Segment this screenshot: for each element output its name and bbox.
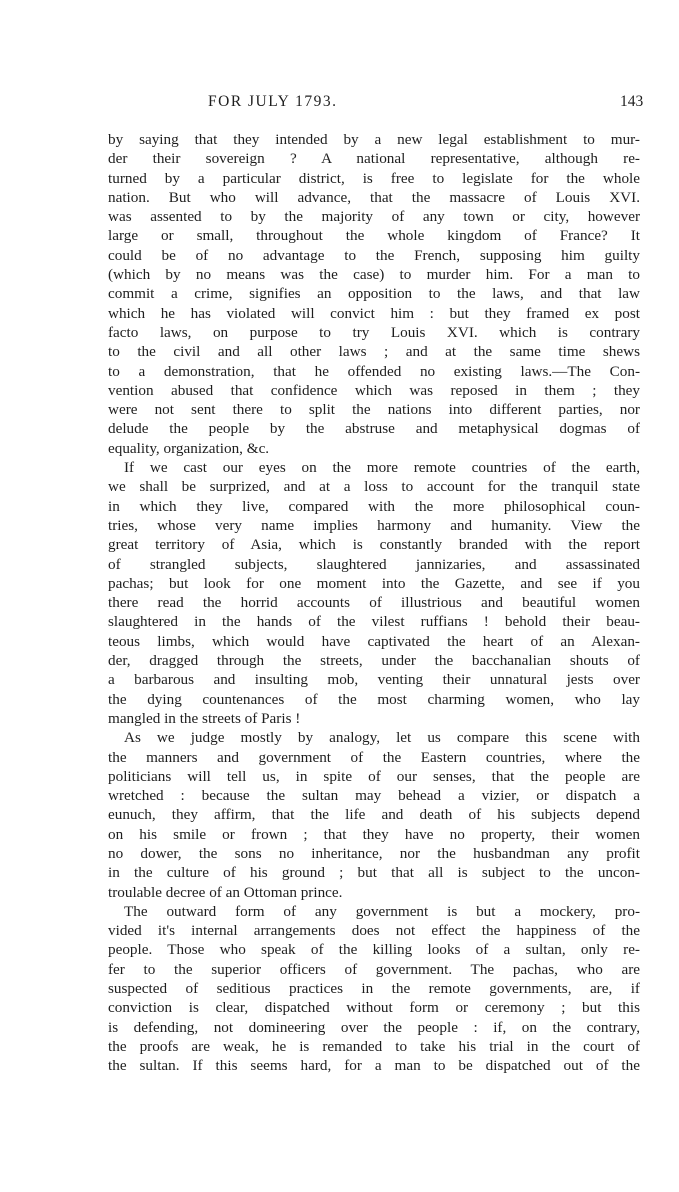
text-line: fer to the superior officers of government. The pachas, who are (108, 960, 640, 978)
text-line: der their sovereign ? A national representative, although re- (108, 150, 640, 168)
text-line: (which by no means was the case) to murder him. For a man to (108, 266, 640, 284)
text-line: in the culture of his ground ; but that all is subject to the uncon- (108, 864, 640, 882)
paragraph-first-line: As we judge mostly by analogy, let us compare this scene with (124, 729, 640, 747)
paragraph-first-line: The outward form of any government is but a mockery, pro- (124, 902, 640, 920)
text-line: were not sent there to split the nations into different parties, nor (108, 401, 640, 419)
text-line: slaughtered in the hands of the vilest ruffians ! behold their beau- (108, 613, 640, 631)
text-line: by saying that they intended by a new legal establishment to mur- (108, 131, 640, 148)
paragraph-first-line: If we cast our eyes on the more remote countries of the earth, (124, 459, 640, 477)
running-title: FOR JULY 1793. (208, 93, 338, 110)
text-line: tries, whose very name implies harmony and humanity. View the (108, 516, 640, 534)
text-line: commit a crime, signifies an opposition to the laws, and that law (108, 285, 640, 303)
text-line: the sultan. If this seems hard, for a man to be dispatched out of the (108, 1057, 640, 1075)
text-line: no dower, the sons no inheritance, nor the husbandman any profit (108, 844, 640, 862)
text-line: the proofs are weak, he is remanded to take his trial in the court of (108, 1037, 640, 1055)
page-number: 143 (620, 93, 644, 110)
text-line: der, dragged through the streets, under the bacchanalian shouts of (108, 652, 640, 670)
text-line: facto laws, on purpose to try Louis XVI. which is contrary (108, 323, 640, 341)
text-line: pachas; but look for one moment into the Gazette, and see if you (108, 574, 640, 592)
text-line: equality, organization, &c. (108, 439, 270, 457)
text-line: the dying countenances of the most charming women, who lay (108, 690, 640, 708)
text-line: vention abused that confidence which was reposed in them ; they (108, 381, 640, 399)
text-line: we shall be surprized, and at a loss to account for the tranquil state (108, 478, 640, 496)
text-line: politicians will tell us, in spite of our senses, that the people are (108, 767, 640, 785)
text-line: large or small, throughout the whole kingdom of France? It (108, 227, 640, 245)
text-line: delude the people by the abstruse and metaphysical dogmas of (108, 420, 640, 438)
text-line: to a demonstration, that he offended no existing laws.—The Con- (108, 362, 640, 380)
text-line: wretched : because the sultan may behead a vizier, or dispatch a (108, 787, 640, 805)
text-line: which he has violated will convict him : but they framed ex post (108, 304, 640, 322)
text-line: the manners and government of the Eastern countries, where the (108, 748, 640, 766)
body-text (108, 130, 640, 1076)
text-line: a barbarous and insulting mob, venting their unnatural jests over (108, 671, 640, 689)
text-line: is defending, not domineering over the people : if, on the contrary, (108, 1018, 640, 1036)
text-line: turned by a particular district, is free to legislate for the whole (108, 169, 640, 187)
text-line: troulable decree of an Ottoman prince. (108, 883, 343, 901)
text-line: great territory of Asia, which is constantly branded with the report (108, 536, 640, 554)
text-line: vided it's internal arrangements does not effect the happiness of the (108, 922, 640, 940)
text-line: on his smile or frown ; that they have no property, their women (108, 825, 640, 843)
text-line: nation. But who will advance, that the massacre of Louis XVI. (108, 188, 640, 206)
text-line: there read the horrid accounts of illustrious and beautiful women (108, 594, 640, 612)
text-line: could be of no advantage to the French, supposing him guilty (108, 246, 640, 264)
text-line: to the civil and all other laws ; and at the same time shews (108, 343, 640, 361)
text-line: suspected of seditious practices in the remote governments, are, if (108, 980, 640, 998)
text-line: in which they live, compared with the more philosophical coun- (108, 497, 640, 515)
text-line: conviction is clear, dispatched without form or ceremony ; but this (108, 999, 640, 1017)
text-line: of strangled subjects, slaughtered jannizaries, and assassinated (108, 555, 640, 573)
text-line: teous limbs, which would have captivated the heart of an Alexan- (108, 632, 640, 650)
text-line: mangled in the streets of Paris ! (108, 709, 301, 727)
text-line: was assented to by the majority of any town or city, however (108, 208, 640, 226)
running-head (0, 93, 679, 117)
text-line: eunuch, they affirm, that the life and death of his subjects depend (108, 806, 640, 824)
text-line: people. Those who speak of the killing looks of a sultan, only re- (108, 941, 640, 959)
